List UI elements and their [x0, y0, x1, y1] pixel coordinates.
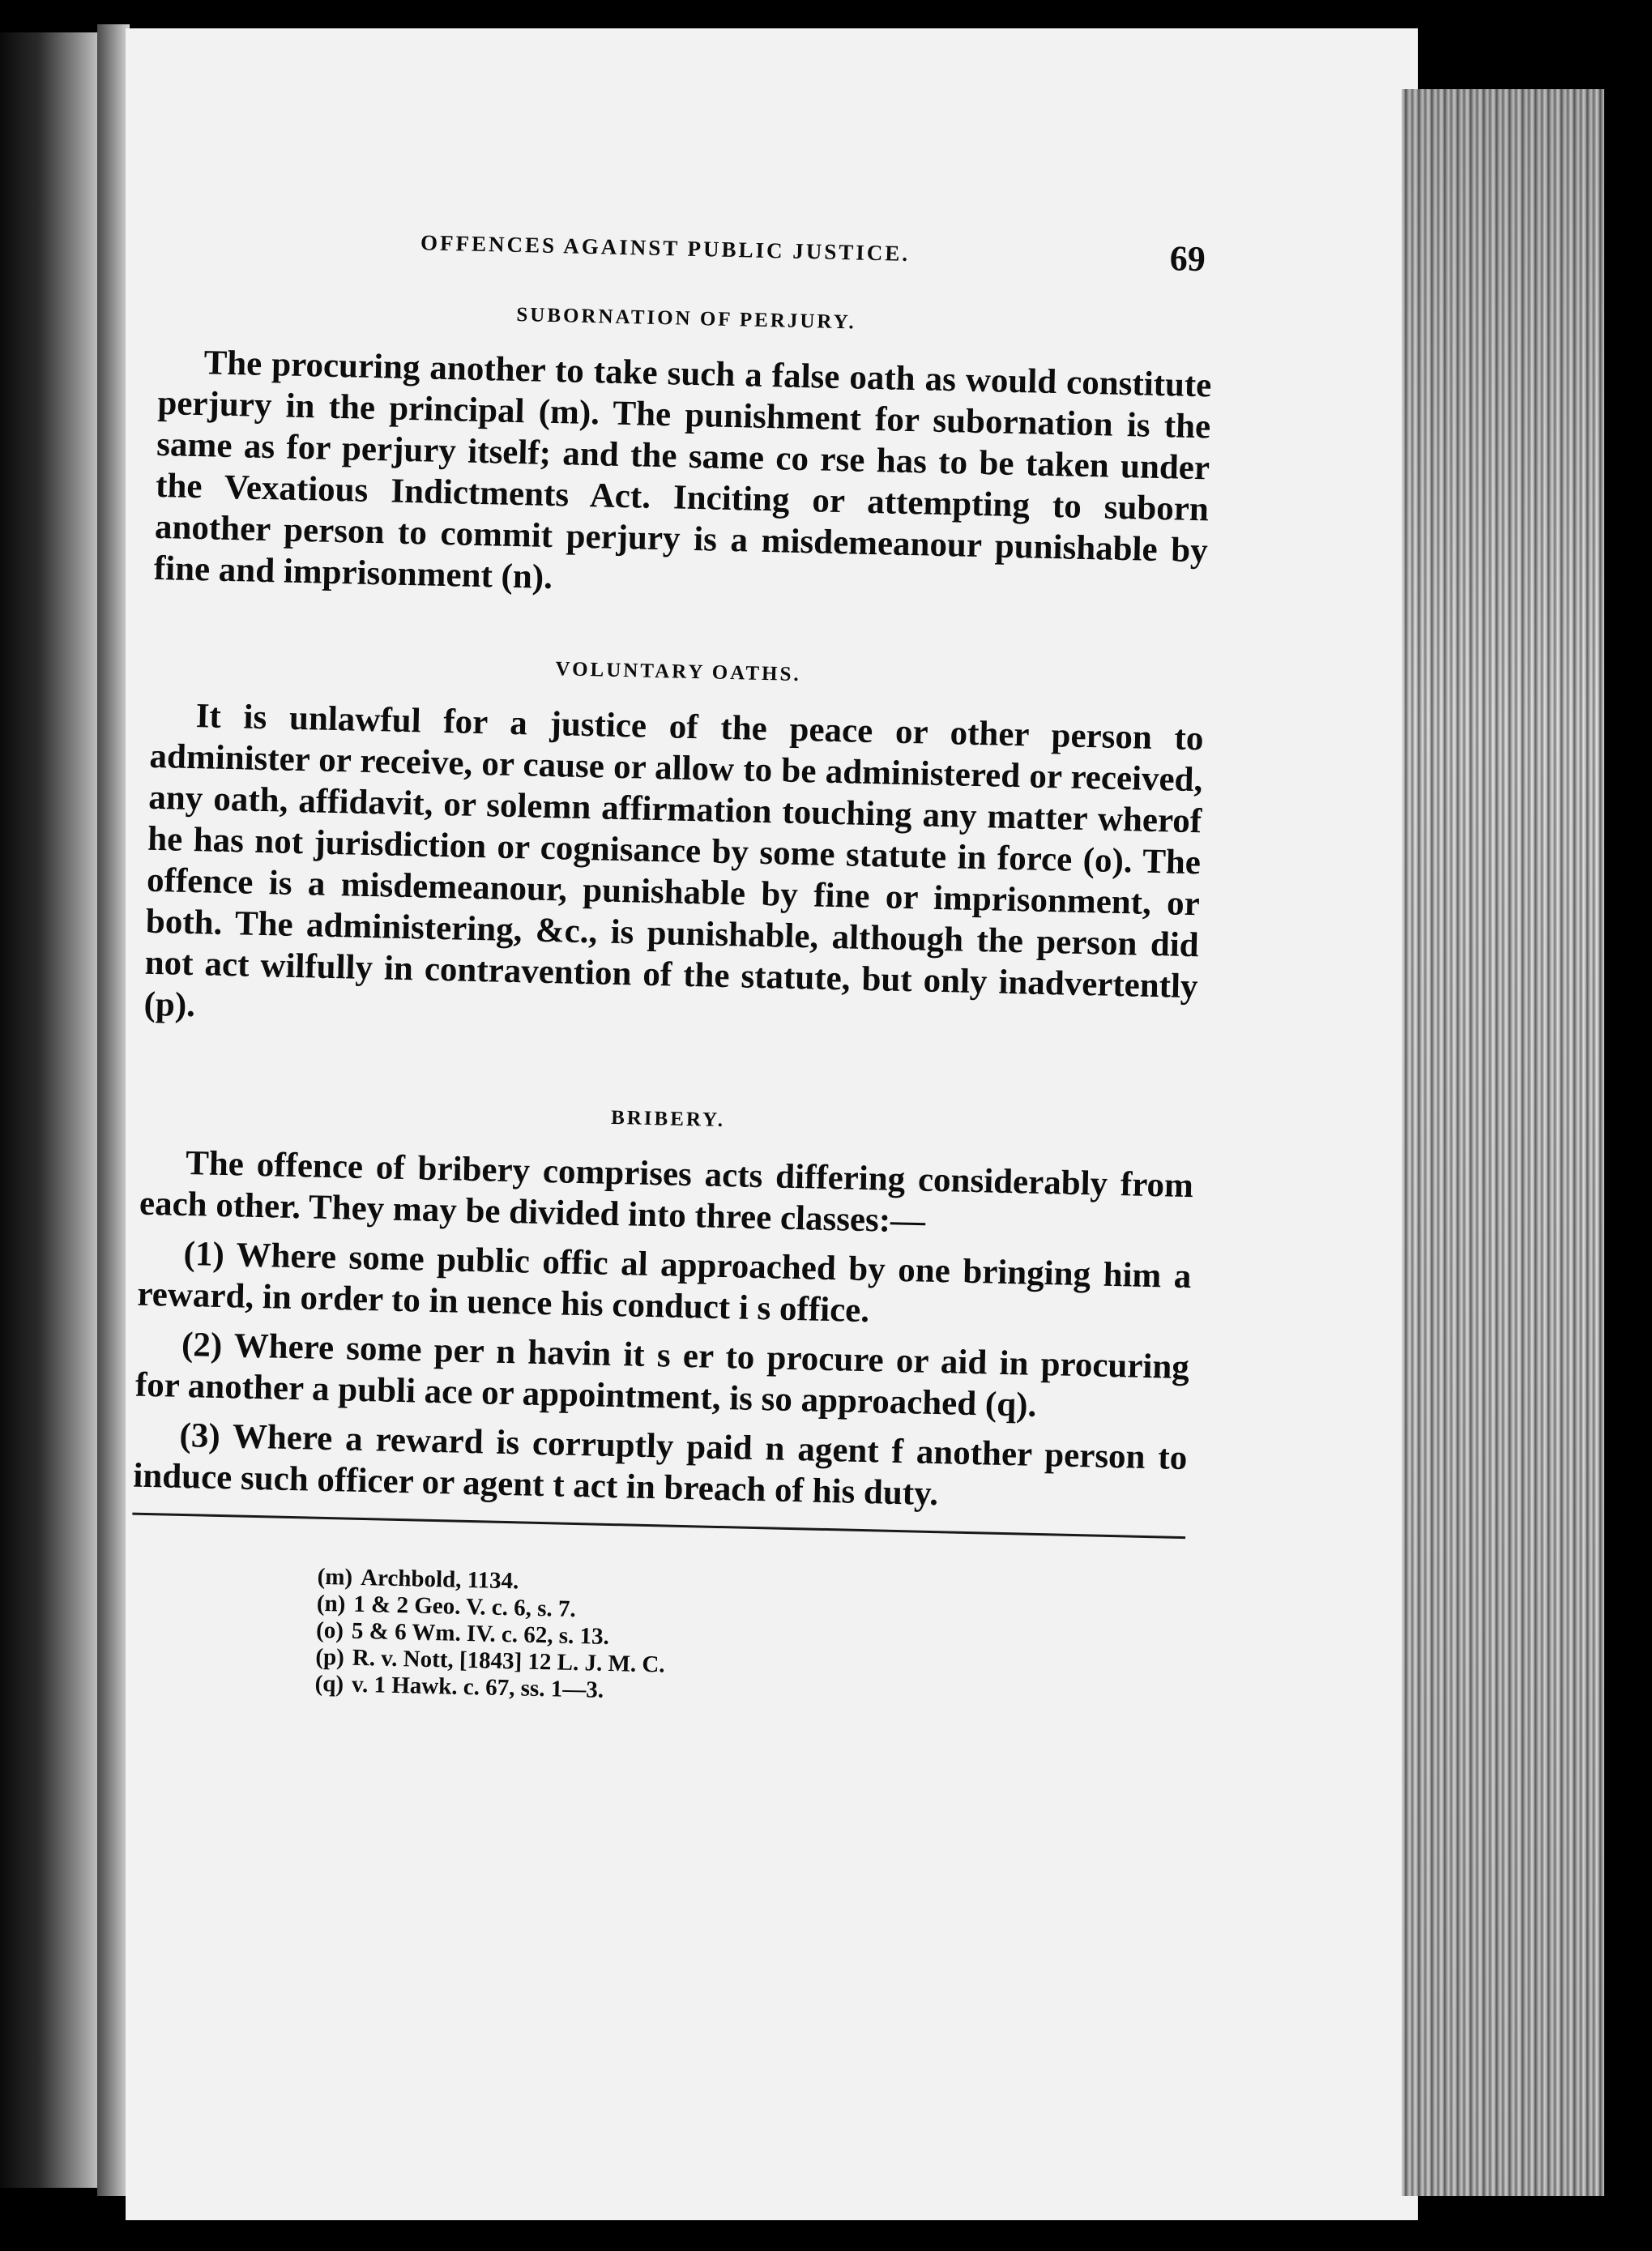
book-gutter: [97, 24, 130, 2196]
section-heading-voluntary-oaths: VOLUNTARY OATHS.: [555, 658, 801, 686]
footnote: (n) 1 & 2 Geo. V. c. 6, s. 7.: [316, 1590, 577, 1623]
paragraph: It is unlawful for a justice of the peace or other person to administer or receive, or cause or allow to be administered or received, any oath, affidavit, or solemn affirmation touching any matter wherof he has not jurisdiction or cognisance by some statute in force (o). The offence is a misdemeanour, punishable by fine or imprisonment, or both. The administering, &c., is punishable, although the person did not act wilfully in contravention of the statute, but only inadvertently (p).: [143, 697, 1204, 1025]
paragraph: The procuring another to take such a false oath as would constitute perjury in the principal (m). The punishment for subornation is the same as for perjury itself; and the same co rse has to be taken under the Vexatious Indictments Act. Inciting or attempting to suborn another person to commit perjury is a misdemeanour punishable by fine and imprisonment (n).: [153, 344, 1212, 597]
paragraph: The offence of bribery comprises acts differing considerably from each other. They may be divided into three classes:—: [139, 1143, 1194, 1241]
section-heading-bribery: BRIBERY.: [610, 1106, 726, 1132]
paragraph: (1) Where some public offic al approached by one bringing him a reward, in order to in uence his conduct i s office.: [137, 1234, 1192, 1331]
footnote: (p) R. v. Nott, [1843] 12 L. J. M. C.: [315, 1643, 665, 1678]
section-heading-subornation: SUBORNATION OF PERJURY.: [516, 303, 856, 334]
footnote: (m) Archbold, 1134.: [317, 1563, 519, 1595]
paragraph: (3) Where a reward is corruptly paid n agent f another person to induce such officer or agent t act in breach of his duty.: [132, 1416, 1188, 1514]
footnotes: [314, 1564, 1184, 1717]
page-number: 69: [1169, 238, 1206, 280]
paragraph: (2) Where some per n havin it s er to procure or aid in procuring for another a publi ace or appointment, is so approached (q).: [134, 1325, 1190, 1424]
footnote: (q) v. 1 Hawk. c. 67, ss. 1—3.: [314, 1670, 604, 1703]
page-text: [128, 207, 1214, 1717]
running-head: OFFENCES AGAINST PUBLIC JUSTICE.: [420, 230, 911, 266]
footnote: (o) 5 & 6 Wm. IV. c. 62, s. 13.: [315, 1617, 610, 1650]
facing-page-edge: [0, 32, 97, 2188]
